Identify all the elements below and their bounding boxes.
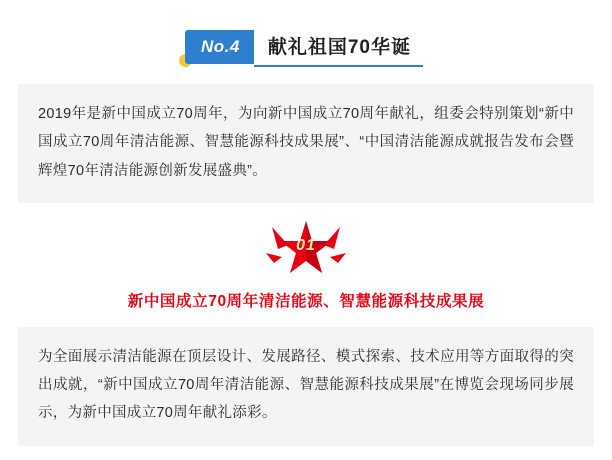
badge-title: 献礼祖国70华诞: [254, 26, 423, 67]
section-header: [0, 0, 612, 78]
star-graphic: [264, 219, 348, 277]
body-paragraph: 为全面展示清洁能源在顶层设计、发展路径、模式探索、技术应用等方面取得的突出成就，“新中国成立70周年清洁能源、智慧能源科技成果展”在博览会现场同步展示，为新中国成立70周年献礼添彩。: [18, 327, 594, 446]
star-divider: [0, 203, 612, 289]
section-heading: 新中国成立70周年清洁能源、智慧能源科技成果展: [127, 292, 485, 310]
header-badge: [185, 26, 423, 67]
intro-paragraph: 2019年是新中国成立70周年，为向新中国成立70周年献礼，组委会特别策划“新中国成立70周年清洁能源、智慧能源科技成果展”、“中国清洁能源成就报告发布会暨辉煌70年清洁能源创新发展盛典”。: [18, 84, 594, 203]
badge-number: No.4: [185, 30, 254, 64]
star-number-label: 01: [296, 236, 316, 254]
